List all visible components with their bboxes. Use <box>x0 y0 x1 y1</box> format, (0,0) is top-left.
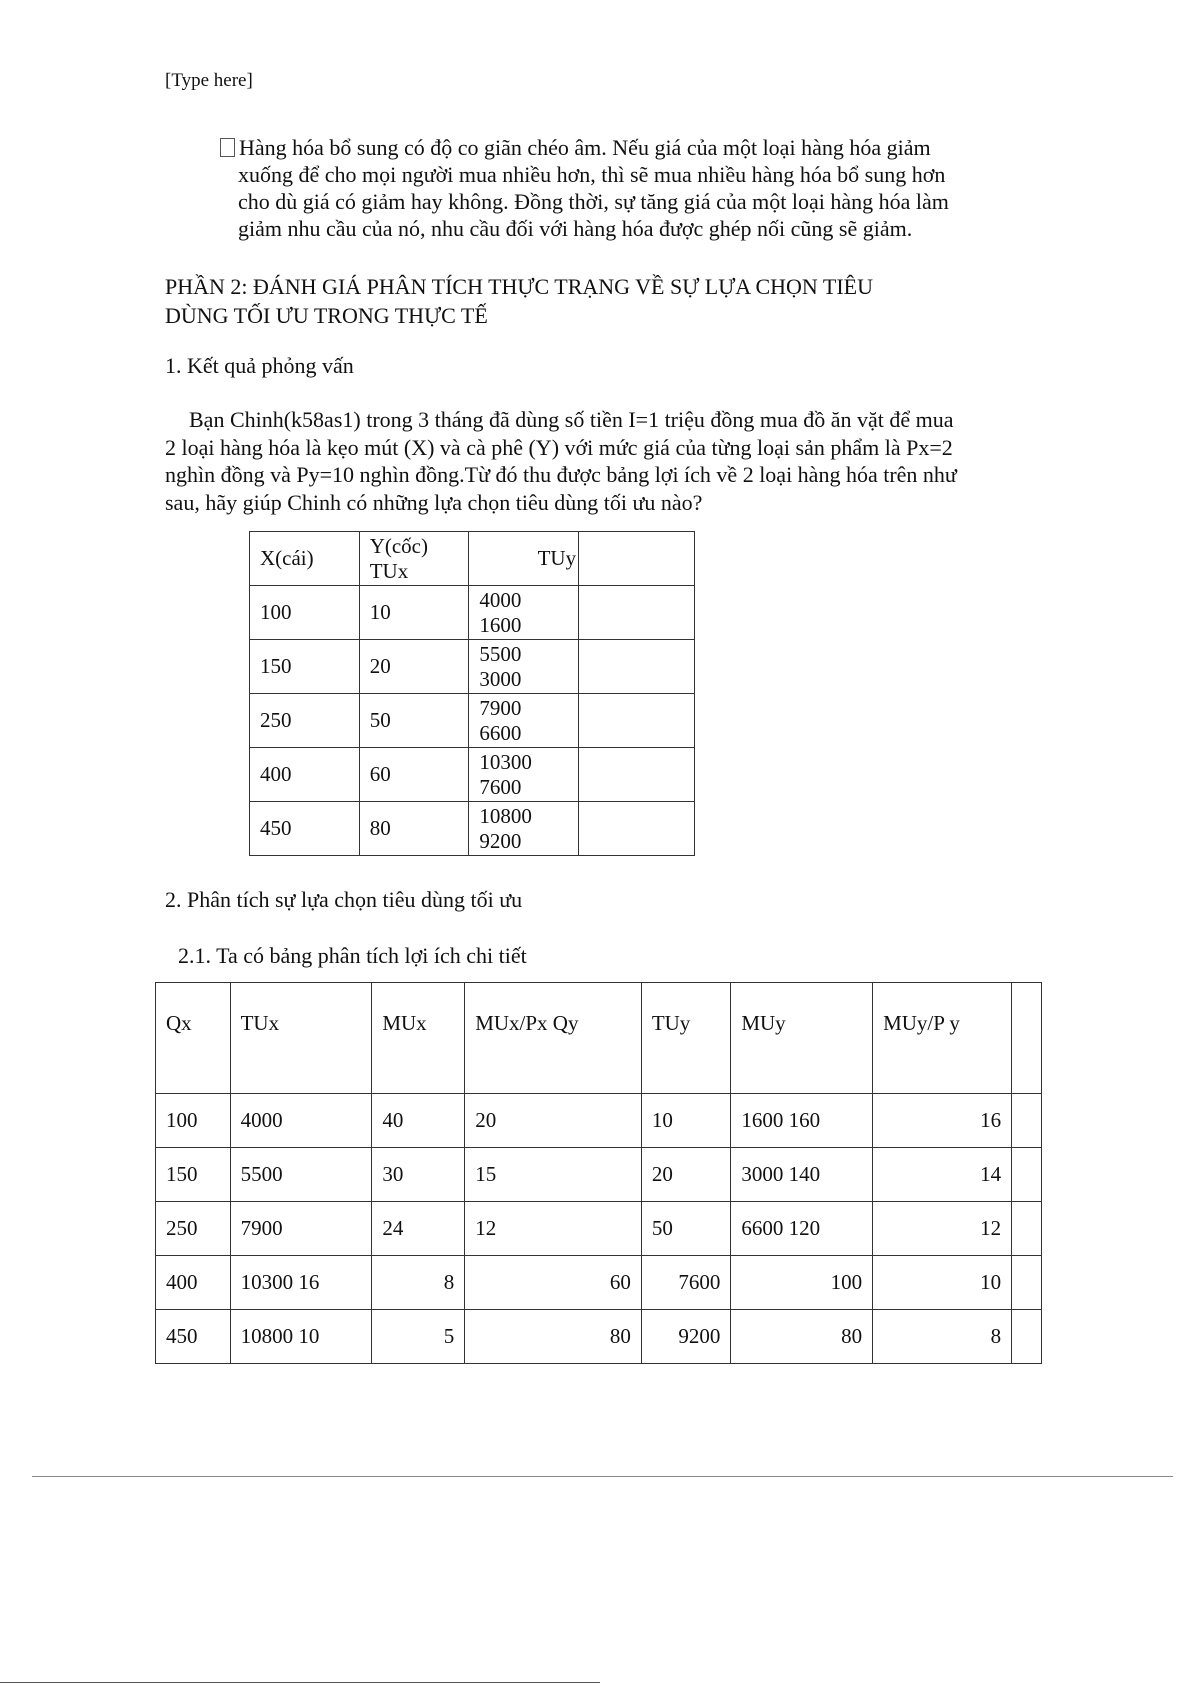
table-row <box>156 1202 1042 1256</box>
table-cell: 12 <box>465 1202 642 1256</box>
page-bottom-divider <box>0 1682 600 1683</box>
bullet-paragraph <box>220 134 1040 242</box>
table-cell: 5 <box>372 1310 465 1364</box>
analysis-heading: 2. Phân tích sự lựa chọn tiêu dùng tối ưu <box>165 887 523 912</box>
table-cell: 7600 <box>641 1256 731 1310</box>
table-cell <box>1012 1202 1042 1256</box>
table-cell: 6600 120 <box>731 1202 873 1256</box>
table-cell: 4000 <box>230 1094 372 1148</box>
table-cell: 40 <box>372 1094 465 1148</box>
utility-table <box>249 531 695 856</box>
bullet-box-icon <box>220 138 235 157</box>
interview-paragraph: Bạn Chinh(k58as1) trong 3 tháng đã dùng số tiền I=1 triệu đồng mua đồ ăn vặt để mua 2 loại hàng hóa là kẹo mút (X) và cà phê (Y) với mức giá của từng loại sản phẩm là Px=2 nghìn đồng và Py=10 nghìn đồng.Từ đó thu được bảng lợi ích về 2 loại hàng hóa trên như sau, hãy giúp Chinh có những lựa chọn tiêu dùng tối ưu nào? <box>165 407 957 515</box>
table-cell: 100 <box>156 1094 231 1148</box>
table-cell: 20 <box>465 1094 642 1148</box>
table-cell: 80 <box>731 1310 873 1364</box>
table-cell <box>579 748 695 802</box>
table-cell <box>1012 1310 1042 1364</box>
table-row <box>156 1148 1042 1202</box>
table-cell: 24 <box>372 1202 465 1256</box>
table-cell: 150 <box>250 640 360 694</box>
table-header-cell: MUy/P y <box>873 983 1012 1094</box>
table-cell: 80 <box>465 1310 642 1364</box>
table-header-cell <box>579 532 695 586</box>
table-row <box>250 748 695 802</box>
table-row <box>156 1310 1042 1364</box>
section-2-title: PHẦN 2: ĐÁNH GIÁ PHÂN TÍCH THỰC TRẠNG VỀ SỰ LỰA CHỌN TIÊU DÙNG TỐI ƯU TRONG THỰC TẾ <box>165 274 873 328</box>
table-cell: 50 <box>359 694 469 748</box>
table-cell: 150 <box>156 1148 231 1202</box>
table-cell: 15 <box>465 1148 642 1202</box>
table-row <box>250 640 695 694</box>
table-cell: 8 <box>372 1256 465 1310</box>
table-cell: 5500 3000 <box>469 640 579 694</box>
table-cell: 16 <box>873 1094 1012 1148</box>
table-header-row <box>156 983 1042 1094</box>
table-cell: 8 <box>873 1310 1012 1364</box>
table-header-cell <box>1012 983 1042 1094</box>
table-cell <box>579 640 695 694</box>
detailed-utility-table <box>155 982 1042 1364</box>
table-cell <box>1012 1148 1042 1202</box>
table-cell: 1600 160 <box>731 1094 873 1148</box>
table-cell: 400 <box>156 1256 231 1310</box>
table-cell: 60 <box>359 748 469 802</box>
footer-divider <box>32 1476 1173 1477</box>
table-cell: 20 <box>359 640 469 694</box>
table-header-cell: MUy <box>731 983 873 1094</box>
table-cell: 10800 10 <box>230 1310 372 1364</box>
table-cell <box>1012 1256 1042 1310</box>
table-cell: 60 <box>465 1256 642 1310</box>
table-cell: 10300 7600 <box>469 748 579 802</box>
table-cell: 50 <box>641 1202 731 1256</box>
table-cell: 450 <box>156 1310 231 1364</box>
table-cell: 30 <box>372 1148 465 1202</box>
table-cell: 100 <box>731 1256 873 1310</box>
table-header-cell: X(cái) <box>250 532 360 586</box>
table-row <box>250 586 695 640</box>
table-cell <box>579 802 695 856</box>
table-cell: 10 <box>641 1094 731 1148</box>
table-header-cell: Qx <box>156 983 231 1094</box>
table-cell: 450 <box>250 802 360 856</box>
bullet-line-1: Hàng hóa bổ sung có độ co giãn chéo âm. Nếu giá của một loại hàng hóa giảm <box>220 134 1040 161</box>
table-header-cell: MUx <box>372 983 465 1094</box>
table-row <box>250 694 695 748</box>
table-row <box>250 802 695 856</box>
table-cell: 250 <box>156 1202 231 1256</box>
table-cell: 14 <box>873 1148 1012 1202</box>
table-header-cell: TUy <box>641 983 731 1094</box>
table-cell: 4000 1600 <box>469 586 579 640</box>
table-cell: 20 <box>641 1148 731 1202</box>
table-cell: 250 <box>250 694 360 748</box>
bullet-line-3: cho dù giá có giảm hay không. Đồng thời, sự tăng giá của một loại hàng hóa làm <box>238 189 949 214</box>
table-cell: 80 <box>359 802 469 856</box>
header-placeholder: [Type here] <box>165 70 253 91</box>
table-cell <box>1012 1094 1042 1148</box>
table-header-cell: TUx <box>230 983 372 1094</box>
table-row <box>156 1256 1042 1310</box>
bullet-line-4: giảm nhu cầu của nó, nhu cầu đối với hàng hóa được ghép nối cũng sẽ giảm. <box>238 216 913 241</box>
analysis-subheading: 2.1. Ta có bảng phân tích lợi ích chi tiết <box>178 943 527 968</box>
table-cell: 7900 6600 <box>469 694 579 748</box>
table-cell: 12 <box>873 1202 1012 1256</box>
table-cell: 100 <box>250 586 360 640</box>
table-cell: 9200 <box>641 1310 731 1364</box>
table-row <box>156 1094 1042 1148</box>
table-cell: 10 <box>873 1256 1012 1310</box>
table-cell: 10300 16 <box>230 1256 372 1310</box>
table-cell: 5500 <box>230 1148 372 1202</box>
table-header-cell: MUx/Px Qy <box>465 983 642 1094</box>
table-cell: 3000 140 <box>731 1148 873 1202</box>
table-cell: 400 <box>250 748 360 802</box>
table-cell <box>579 694 695 748</box>
table-cell: 10 <box>359 586 469 640</box>
table-cell: 10800 9200 <box>469 802 579 856</box>
table-cell: 7900 <box>230 1202 372 1256</box>
interview-heading: 1. Kết quả phỏng vấn <box>165 353 354 378</box>
bullet-line-2: xuống để cho mọi người mua nhiều hơn, thì sẽ mua nhiều hàng hóa bổ sung hơn <box>238 162 946 187</box>
table-header-row <box>250 532 695 586</box>
table-header-cell: TUy <box>469 532 579 586</box>
table-cell <box>579 586 695 640</box>
table-header-cell: Y(cốc) TUx <box>359 532 469 586</box>
